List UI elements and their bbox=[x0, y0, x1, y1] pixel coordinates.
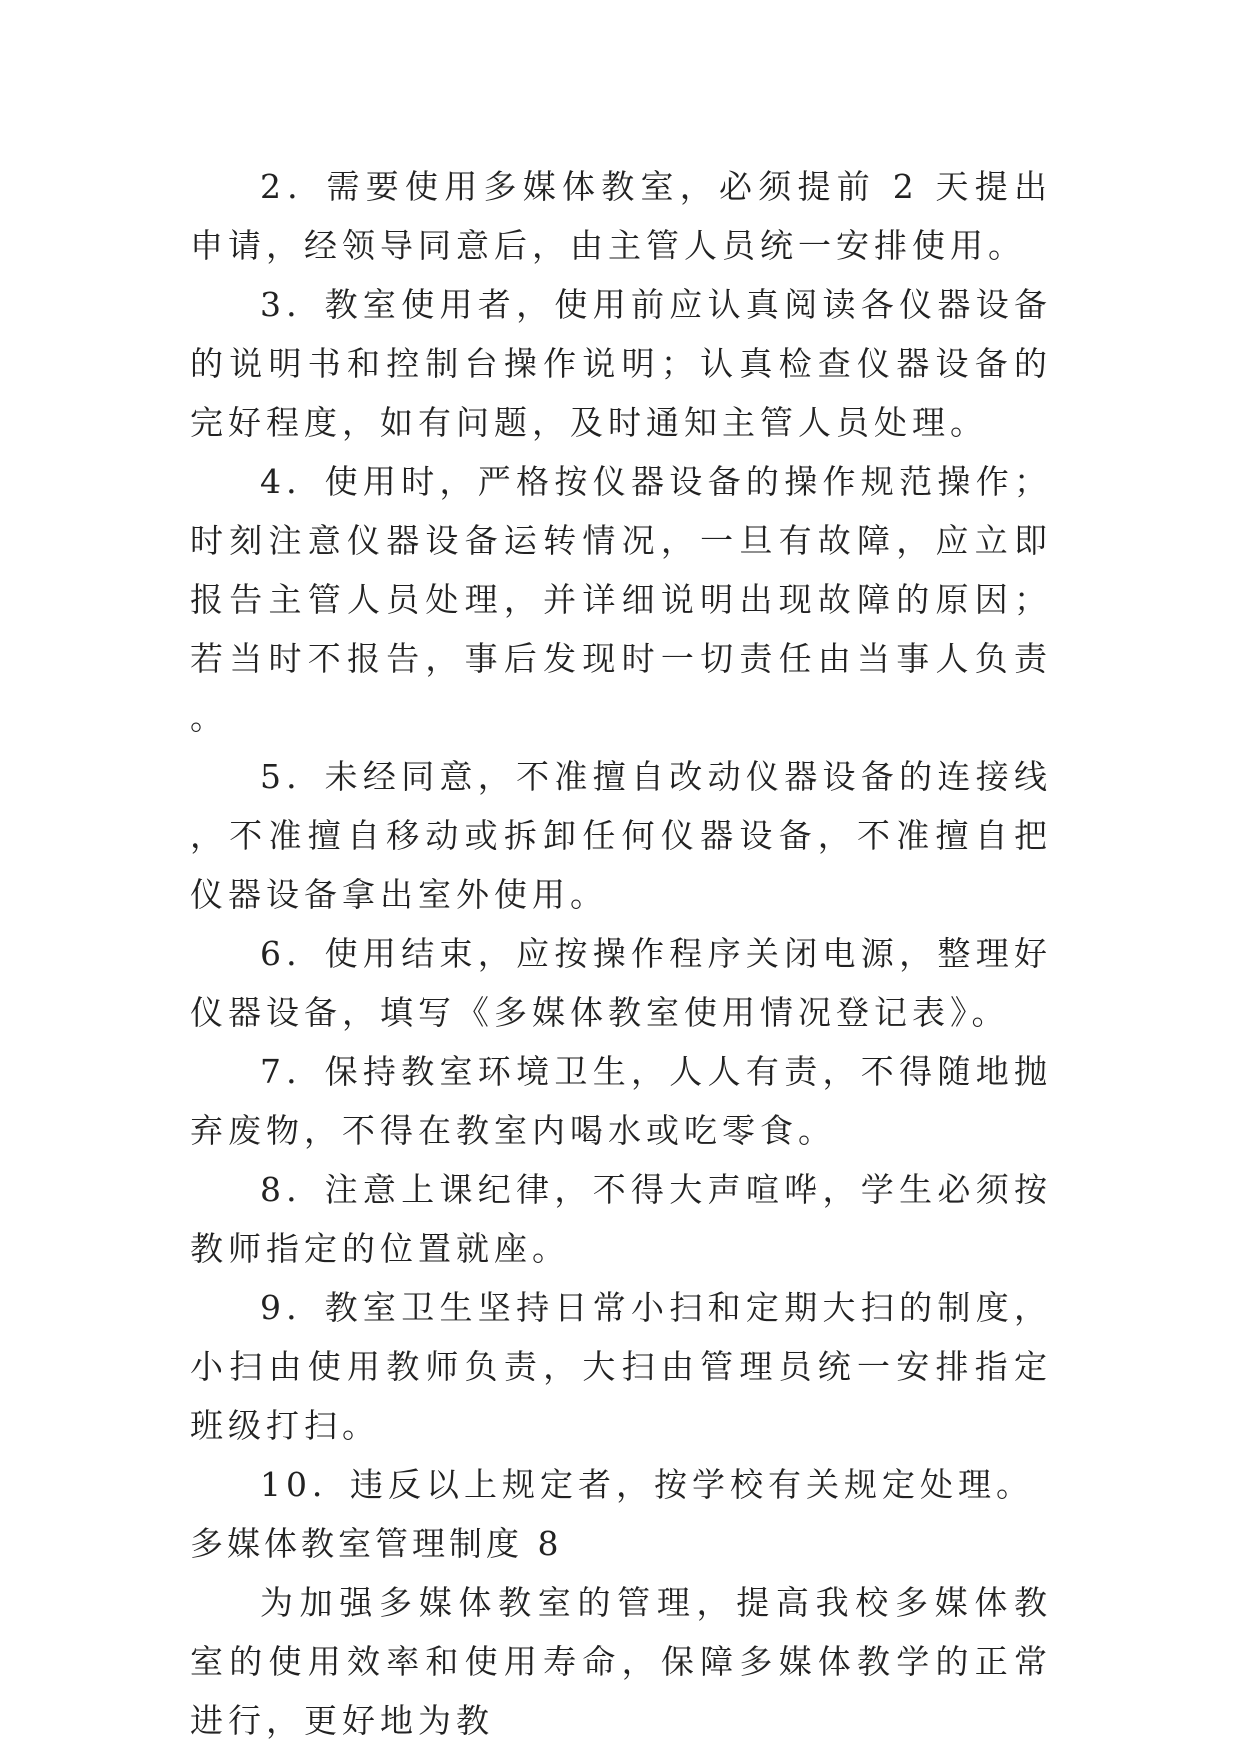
rule-paragraph-9: 9．教室卫生坚持日常小扫和定期大扫的制度，小扫由使用教师负责，大扫由管理员统一安排指定班级打扫。 bbox=[190, 1288, 1052, 1445]
rule-paragraph-6: 6．使用结束，应按操作程序关闭电源，整理好仪器设备，填写《多媒体教室使用情况登记表》。 bbox=[190, 934, 1052, 1032]
section-heading: 多媒体教室管理制度 8 bbox=[190, 1524, 563, 1563]
rule-paragraph-4: 4．使用时，严格按仪器设备的操作规范操作；时刻注意仪器设备运转情况，一旦有故障，应立即报告主管人员处理，并详细说明出现故障的原因；若当时不报告，事后发现时一切责任由当事人负责。 bbox=[190, 462, 1052, 737]
document-body bbox=[190, 157, 1052, 1750]
rule-paragraph-7: 7．保持教室环境卫生，人人有责，不得随地抛弃废物，不得在教室内喝水或吃零食。 bbox=[190, 1052, 1052, 1150]
intro-paragraph: 为加强多媒体教室的管理，提高我校多媒体教室的使用效率和使用寿命，保障多媒体教学的正常进行，更好地为教 bbox=[190, 1583, 1052, 1740]
rule-paragraph-8: 8．注意上课纪律，不得大声喧哗，学生必须按教师指定的位置就座。 bbox=[190, 1170, 1052, 1268]
rule-paragraph-2: 2．需要使用多媒体教室，必须提前 2 天提出申请，经领导同意后，由主管人员统一安排使用。 bbox=[190, 167, 1052, 265]
rule-paragraph-5: 5．未经同意，不准擅自改动仪器设备的连接线，不准擅自移动或拆卸任何仪器设备，不准擅自把仪器设备拿出室外使用。 bbox=[190, 757, 1052, 914]
rule-paragraph-3: 3．教室使用者，使用前应认真阅读各仪器设备的说明书和控制台操作说明；认真检查仪器设备的完好程度，如有问题，及时通知主管人员处理。 bbox=[190, 285, 1052, 442]
rule-paragraph-10: 10．违反以上规定者，按学校有关规定处理。 bbox=[260, 1465, 1034, 1504]
